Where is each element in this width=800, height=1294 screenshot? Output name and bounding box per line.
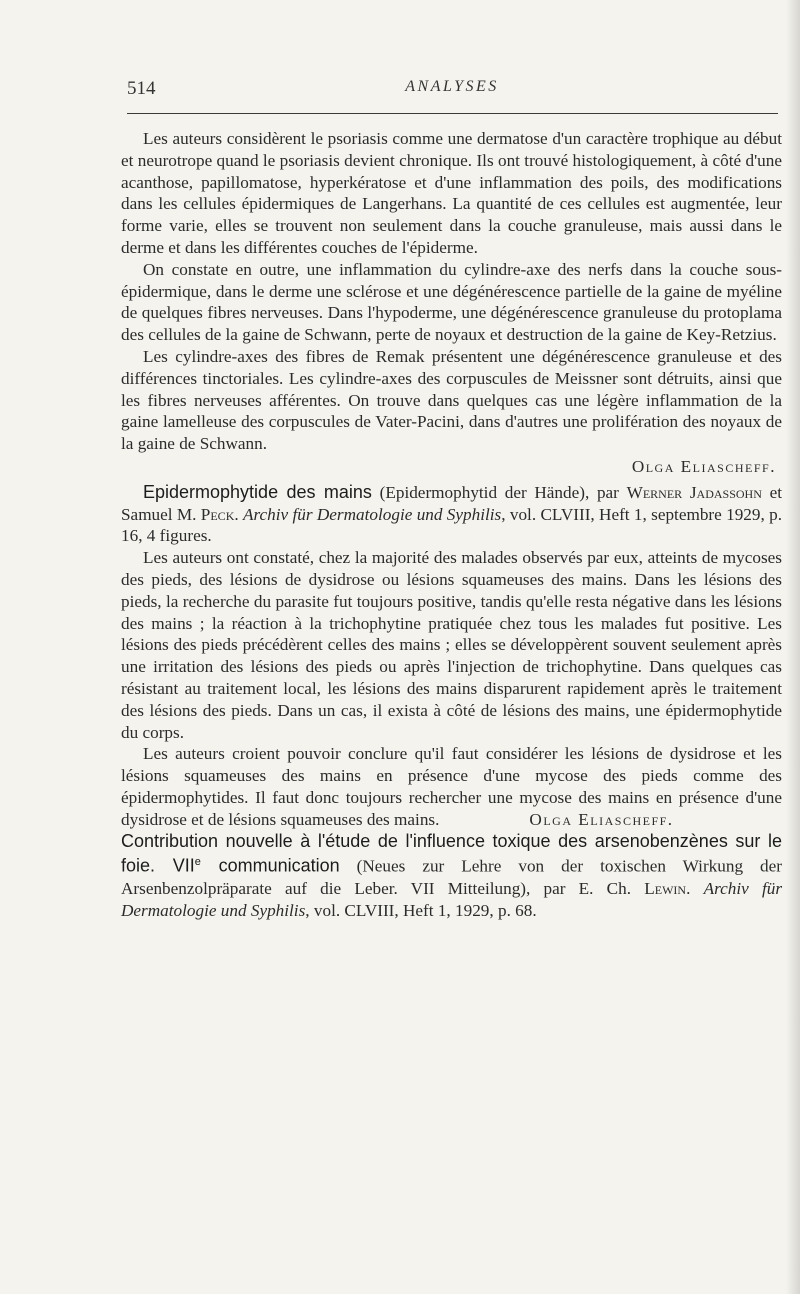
page-number: 514: [127, 78, 156, 99]
author-name: Lewin: [644, 878, 687, 898]
header-rule: [127, 113, 778, 114]
author-signature: Olga Eliascheff.: [631, 456, 776, 476]
original-title: (Neues zur Lehre von der toxischen Wirkung der Arsenbenzolpräparate auf die Leber. VII Mitteilung), par E. Ch.: [121, 857, 783, 898]
author-signature: Olga Eliascheff.: [529, 809, 674, 829]
citation: , vol. CLVIII, Heft 1, septembre 1929, p. 16, 4 figures.: [121, 504, 782, 546]
author-name: Peck: [200, 504, 235, 524]
paragraph: Les auteurs ont constaté, chez la majorité des malades observés par eux, atteints de mycoses des pieds, des lésions de dysidrose ou lésions squameuses des mains. Dans les lésions des pieds, la recherche du parasite fut toujours positive, tandis qu'elle resta négative dans les lésions des mains ; la réaction à la trichophytine pratiquée chez tous les malades fut positive. Les lésions des pieds précédèrent celles des mains ; elles se développèrent souvent seulement après une irritation des lésions des pieds ou après l'injection de trichophytine. Dans quelques cas résistant au traitement local, les lésions des mains disparurent rapidement après le traitement des lésions des pieds. Dans un cas, il exista à côté de lésions des mains, une épidermophytide du corps.: [121, 548, 782, 742]
journal-name: Archiv für Dermatologie und Syphilis: [243, 504, 502, 524]
article-title-end: communication: [200, 856, 340, 877]
conjunction: et Samuel M.: [121, 482, 783, 524]
page-body: [121, 128, 782, 921]
paragraph-text: Les auteurs croient pouvoir conclure qu'il faut considérer les lésions de dysidrose et les lésions squameuses des mains en présence d'une mycose des pieds comme des épidermophytides. Il faut donc toujours rechercher une mycose des mains en présence d'une dysidrose et de lésions squameuses des mains.: [121, 744, 782, 829]
original-title: (Epidermophytid der Hände), par: [379, 482, 627, 502]
paragraph: On constate en outre, une inflammation du cylindre-axe des nerfs dans la couche sous-épidermique, dans le derme une sclérose et une dégénérescence partielle de la gaine de myéline de quelques fibres nerveuses. Dans l'hypoderme, une dégénérescence granuleuse du protoplama des cellules de la gaine de Schwann, perte de noyaux et destruction de la gaine de Key-Retzius.: [121, 259, 782, 345]
page-edge-shadow: [786, 0, 800, 1294]
article-title: Contribution nouvelle à l'étude de l'influence toxique des arsenobenzènes sur le foie. VII: [121, 830, 782, 877]
citation: , vol. CLVIII, Heft 1, 1929, p. 68.: [305, 900, 537, 920]
page-header: [127, 78, 777, 102]
author-name: Werner Jadassohn: [626, 482, 762, 502]
article-title: Epidermophytide des mains: [143, 481, 372, 502]
article-heading: Epidermophytide des mains (Epidermophytid der Hände), par Werner Jadassohn et Samuel M. Peck. Archiv für Dermatologie und Syphilis, vol. CLVIII, Heft 1, septembre 1929, p. 16, 4 figures.: [121, 481, 783, 546]
running-title: ANALYSES: [405, 78, 499, 95]
paragraph: Les auteurs considèrent le psoriasis comme une dermatose d'un caractère trophique au début et neurotrope quand le psoriasis devient chronique. Ils ont trouvé histologiquement, à côté d'une acanthose, papillomatose, hyperkératose et d'une inflammation des poils, des modifications dans les cellules épidermiques de Langerhans. La quantité de ces cellules est augmentée, leur forme varie, elles se trouvent non seulement dans la couche granuleuse, mais aussi dans le derme et dans les différentes couches de l'épiderme.: [121, 129, 782, 257]
paragraph: Les cylindre-axes des fibres de Remak présentent une dégénérescence granuleuse et des différences tinctoriales. Les cylindre-axes des corpuscules de Meissner sont détruits, ainsi que les fibres nerveuses afférentes. On trouve dans quelques cas une légère inflammation de la gaine lamelleuse des corpuscules de Vater-Pacini, dans d'autres une prolifération des noyaux de la gaine de Schwann.: [121, 346, 782, 454]
article-heading: Contribution nouvelle à l'étude de l'influence toxique des arsenobenzènes sur le foie. VIIe communication (Neues zur Lehre von der toxischen Wirkung der Arsenbenzolpräparate auf die Leber. VII Mitteilung), par E. Ch. Lewin. Archiv für Dermatologie und Syphilis, vol. CLVIII, Heft 1, 1929, p. 68.: [121, 830, 783, 920]
paragraph: [121, 743, 782, 830]
journal-name: Archiv für Dermatologie und Syphilis: [121, 878, 783, 920]
superscript: e: [194, 856, 201, 869]
